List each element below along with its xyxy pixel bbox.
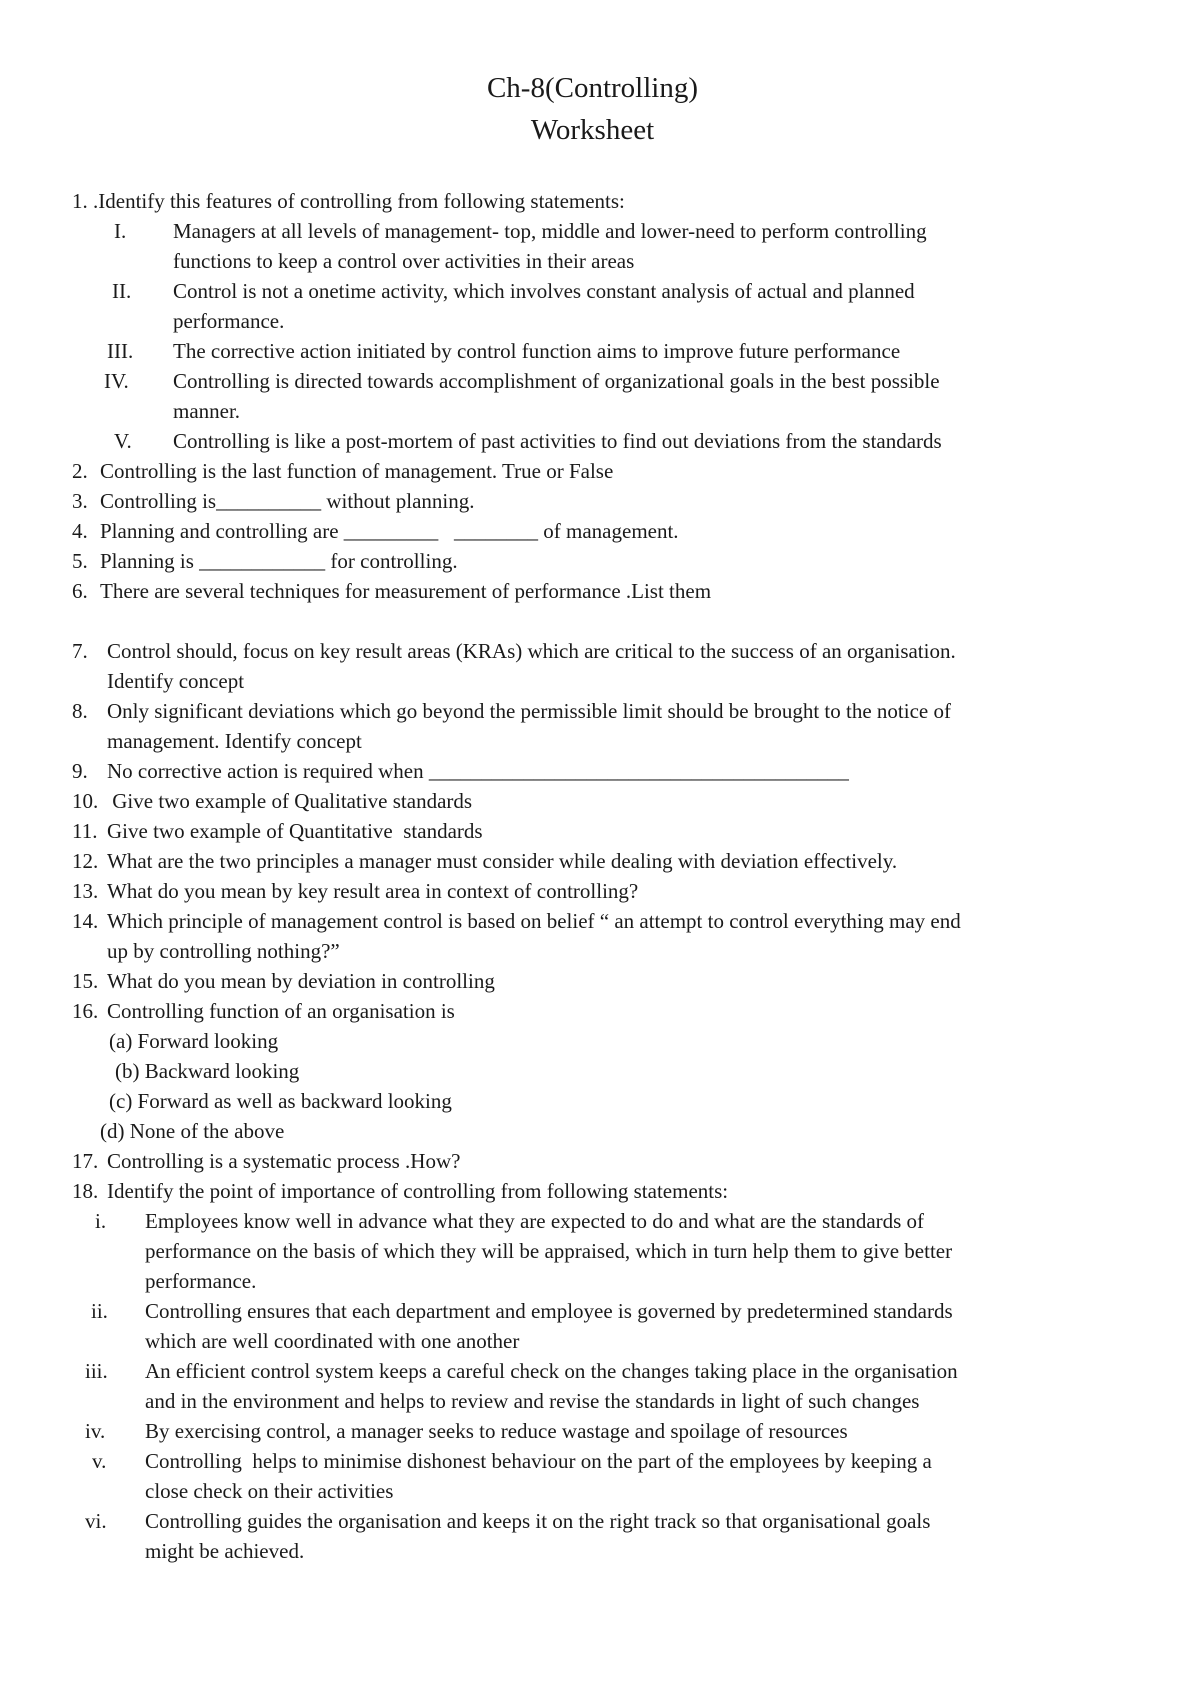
option-text: (a) Forward looking (109, 1029, 279, 1053)
question-number: 5. (72, 549, 88, 573)
item-numeral: vi. (85, 1509, 107, 1533)
option-text: (d) None of the above (100, 1119, 285, 1143)
question-text: No corrective action is required when ________________________________________ (107, 759, 849, 783)
item-text: which are well coordinated with one another (145, 1329, 520, 1353)
item-text: An efficient control system keeps a careful check on the changes taking place in the organisation (145, 1359, 958, 1383)
page-subtitle: Worksheet (530, 114, 655, 146)
page-title: Ch-8(Controlling) (486, 72, 699, 104)
question-number: 7. (72, 639, 88, 663)
question-number: 8. (72, 699, 88, 723)
question-text: .Identify this features of controlling from following statements: (93, 189, 625, 213)
item-numeral: I. (114, 219, 127, 243)
item-text: performance. (173, 309, 285, 333)
question-number: 14. (72, 909, 99, 933)
item-text: functions to keep a control over activities in their areas (173, 249, 635, 273)
item-numeral: IV. (104, 369, 129, 393)
question-text: Identify concept (107, 669, 245, 693)
question-text: Controlling is a systematic process .How? (107, 1149, 461, 1173)
question-number: 1. (72, 189, 88, 213)
question-text: Control should, focus on key result areas (KRAs) which are critical to the success of an organisation. (107, 639, 956, 663)
question-text: Give two example of Qualitative standards (107, 789, 473, 813)
question-number: 15. (72, 969, 99, 993)
question-text: Which principle of management control is based on belief “ an attempt to control everything may end (107, 909, 961, 933)
question-text: Give two example of Quantitative standards (107, 819, 483, 843)
item-numeral: i. (95, 1209, 107, 1233)
item-numeral: II. (112, 279, 132, 303)
question-number: 17. (72, 1149, 99, 1173)
question-number: 9. (72, 759, 88, 783)
option-text: (b) Backward looking (115, 1059, 300, 1083)
question-text: Identify the point of importance of controlling from following statements: (107, 1179, 729, 1203)
question-text: Planning is ____________ for controlling. (100, 549, 458, 573)
item-text: Controlling ensures that each department and employee is governed by predetermined standards (145, 1299, 953, 1323)
question-text: There are several techniques for measurement of performance .List them (100, 579, 712, 603)
item-text: close check on their activities (145, 1479, 394, 1503)
item-text: Employees know well in advance what they are expected to do and what are the standards of (145, 1209, 925, 1233)
item-numeral: v. (92, 1449, 107, 1473)
question-number: 3. (72, 489, 88, 513)
item-numeral: iv. (85, 1419, 106, 1443)
item-text: Managers at all levels of management- top, middle and lower-need to perform controlling (173, 219, 927, 243)
item-numeral: III. (107, 339, 134, 363)
question-text: Controlling function of an organisation is (107, 999, 455, 1023)
item-text: and in the environment and helps to review and revise the standards in light of such changes (145, 1389, 920, 1413)
question-text: Controlling is__________ without planning. (100, 489, 475, 513)
item-text: Controlling is directed towards accomplishment of organizational goals in the best possible (173, 369, 940, 393)
item-text: Controlling guides the organisation and keeps it on the right track so that organisational goals (145, 1509, 931, 1533)
item-text: Controlling is like a post-mortem of past activities to find out deviations from the standards (173, 429, 942, 453)
question-number: 18. (72, 1179, 99, 1203)
question-text: Only significant deviations which go beyond the permissible limit should be brought to the notice of (107, 699, 951, 723)
question-number: 10. (72, 789, 99, 813)
question-number: 11. (72, 819, 98, 843)
question-number: 13. (72, 879, 99, 903)
item-text: By exercising control, a manager seeks to reduce wastage and spoilage of resources (145, 1419, 848, 1443)
question-number: 4. (72, 519, 88, 543)
question-number: 2. (72, 459, 88, 483)
question-text: Controlling is the last function of management. True or False (100, 459, 614, 483)
question-number: 12. (72, 849, 99, 873)
item-numeral: V. (114, 429, 132, 453)
item-text: performance on the basis of which they will be appraised, which in turn help them to give better (145, 1239, 953, 1263)
item-text: Controlling helps to minimise dishonest behaviour on the part of the employees by keeping a (145, 1449, 932, 1473)
item-text: manner. (173, 399, 241, 423)
item-numeral: ii. (91, 1299, 108, 1323)
item-text: Control is not a onetime activity, which involves constant analysis of actual and planned (173, 279, 915, 303)
question-text: What are the two principles a manager must consider while dealing with deviation effectively. (107, 849, 898, 873)
question-text: What do you mean by key result area in context of controlling? (107, 879, 639, 903)
item-text: The corrective action initiated by control function aims to improve future performance (173, 339, 901, 363)
item-numeral: iii. (85, 1359, 108, 1383)
question-text: up by controlling nothing?” (107, 939, 340, 963)
item-text: might be achieved. (145, 1539, 305, 1563)
option-text: (c) Forward as well as backward looking (109, 1089, 452, 1113)
question-number: 16. (72, 999, 99, 1023)
question-text: management. Identify concept (107, 729, 362, 753)
question-text: Planning and controlling are _________ ________ of management. (100, 519, 679, 543)
question-text: What do you mean by deviation in controlling (107, 969, 495, 993)
item-text: performance. (145, 1269, 257, 1293)
question-number: 6. (72, 579, 88, 603)
